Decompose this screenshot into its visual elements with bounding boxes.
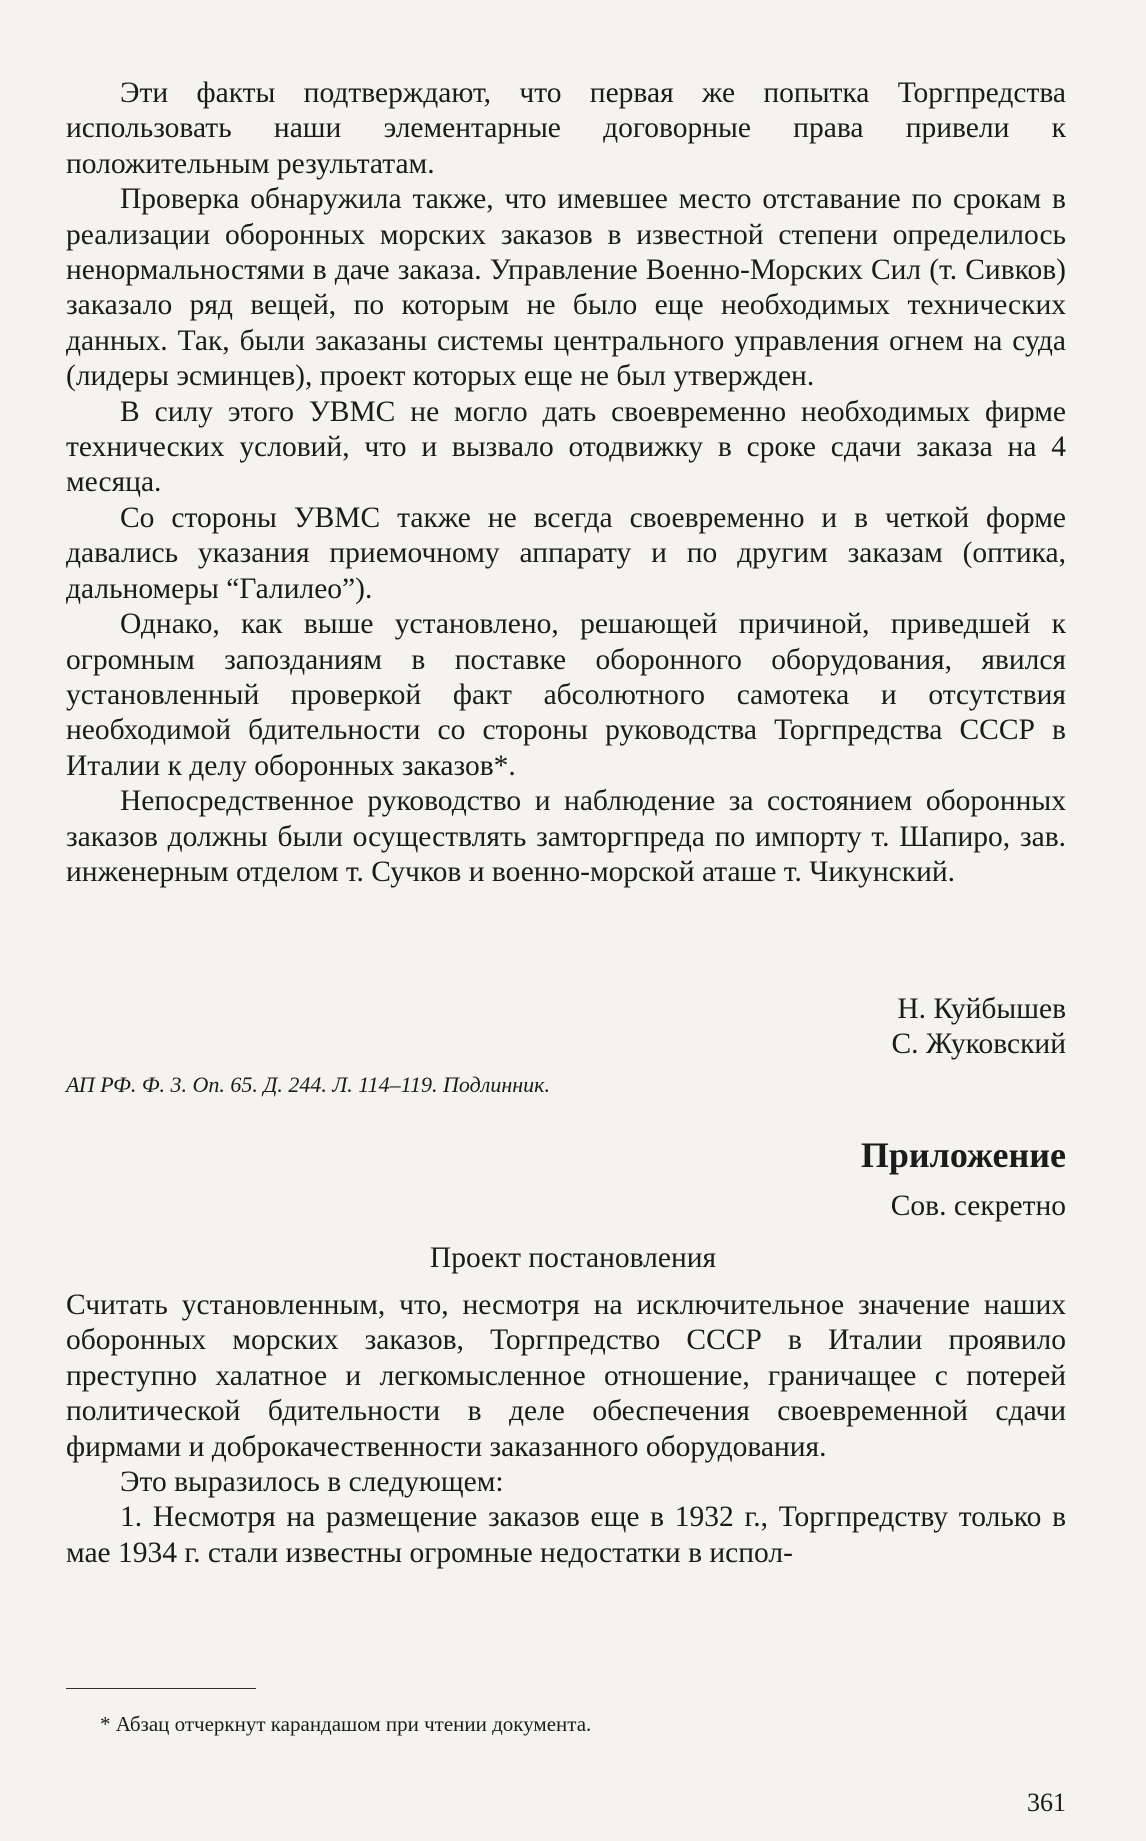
paragraph: Непосредственное руководство и наблюдение за состоянием оборонных заказов должны были осуществлять замторгпреда по импорту т. Шапиро, зав. инженерным отделом т. Сучков и военно-морской аташе т. Чикунский.: [66, 785, 1066, 888]
paragraph: В силу этого УВМС не могло дать своевременно необходимых фирме технических условий, что и вызвало отодвижку в сроке сдачи заказа на 4 месяца.: [66, 395, 1066, 499]
paragraph: Со стороны УВМС также не всегда своевременно и в четкой форме давались указания приемочному аппарату и по другим заказам (оптика, дальномеры “Галилео”).: [66, 501, 1066, 605]
signature-block: [891, 992, 1066, 1062]
classification-label: Сов. секретно: [890, 1190, 1066, 1222]
paragraph: Считать установленным, что, несмотря на исключительное значение наших оборонных морских заказов, Торгпредство СССР в Италии проявило преступно халатное и легкомысленное отношение, граничащее с потерей политической бдительности в деле обеспечения своевременной сдачи фирмами и доброкачественности заказанного оборудования.: [66, 1289, 1066, 1463]
paragraph: Это выразилось в следующем:: [120, 1466, 504, 1499]
appendix-title: Приложение: [860, 1135, 1066, 1175]
decree-title: Проект постановления: [429, 1242, 717, 1274]
paragraph: Однако, как выше установлено, решающей причиной, приведшей к огромным запозданиям в поставке оборонного оборудования, явился установленный проверкой факт абсолютного самотека и отсутствия необходимой бдительности со стороны руководства Торгпредства СССР в Италии к делу оборонных заказов*.: [66, 608, 1066, 782]
paragraph: 1. Несмотря на размещение заказов еще в 1932 г., Торгпредству только в мае 1934 г. стали известны огромные недостатки в испол-: [66, 1501, 1066, 1569]
main-text: [66, 76, 1066, 890]
footnote: * Абзац отчеркнут карандашом при чтении документа.: [100, 1712, 592, 1736]
appendix-text: [66, 1288, 1066, 1571]
signature: С. Жуковский: [891, 1028, 1066, 1060]
paragraph: Эти факты подтверждают, что первая же попытка Торгпредства использовать наши элементарные договорные права привели к положительным результатам.: [66, 77, 1066, 180]
archive-reference: АП РФ. Ф. 3. Оп. 65. Д. 244. Л. 114–119. Подлинник.: [66, 1072, 550, 1097]
footnote-divider: [66, 1688, 256, 1689]
page-number: 361: [1027, 1788, 1066, 1817]
signature: Н. Куйбышев: [897, 993, 1066, 1025]
paragraph: Проверка обнаружила также, что имевшее место отставание по срокам в реализации оборонных морских заказов в известной степени определилось ненормальностями в даче заказа. Управление Военно-Морских Сил (т. Сивков) заказало ряд вещей, по которым не было еще необходимых технических данных. Так, были заказаны системы центрального управления огнем на суда (лидеры эсминцев), проект которых еще не был утвержден.: [66, 183, 1066, 393]
